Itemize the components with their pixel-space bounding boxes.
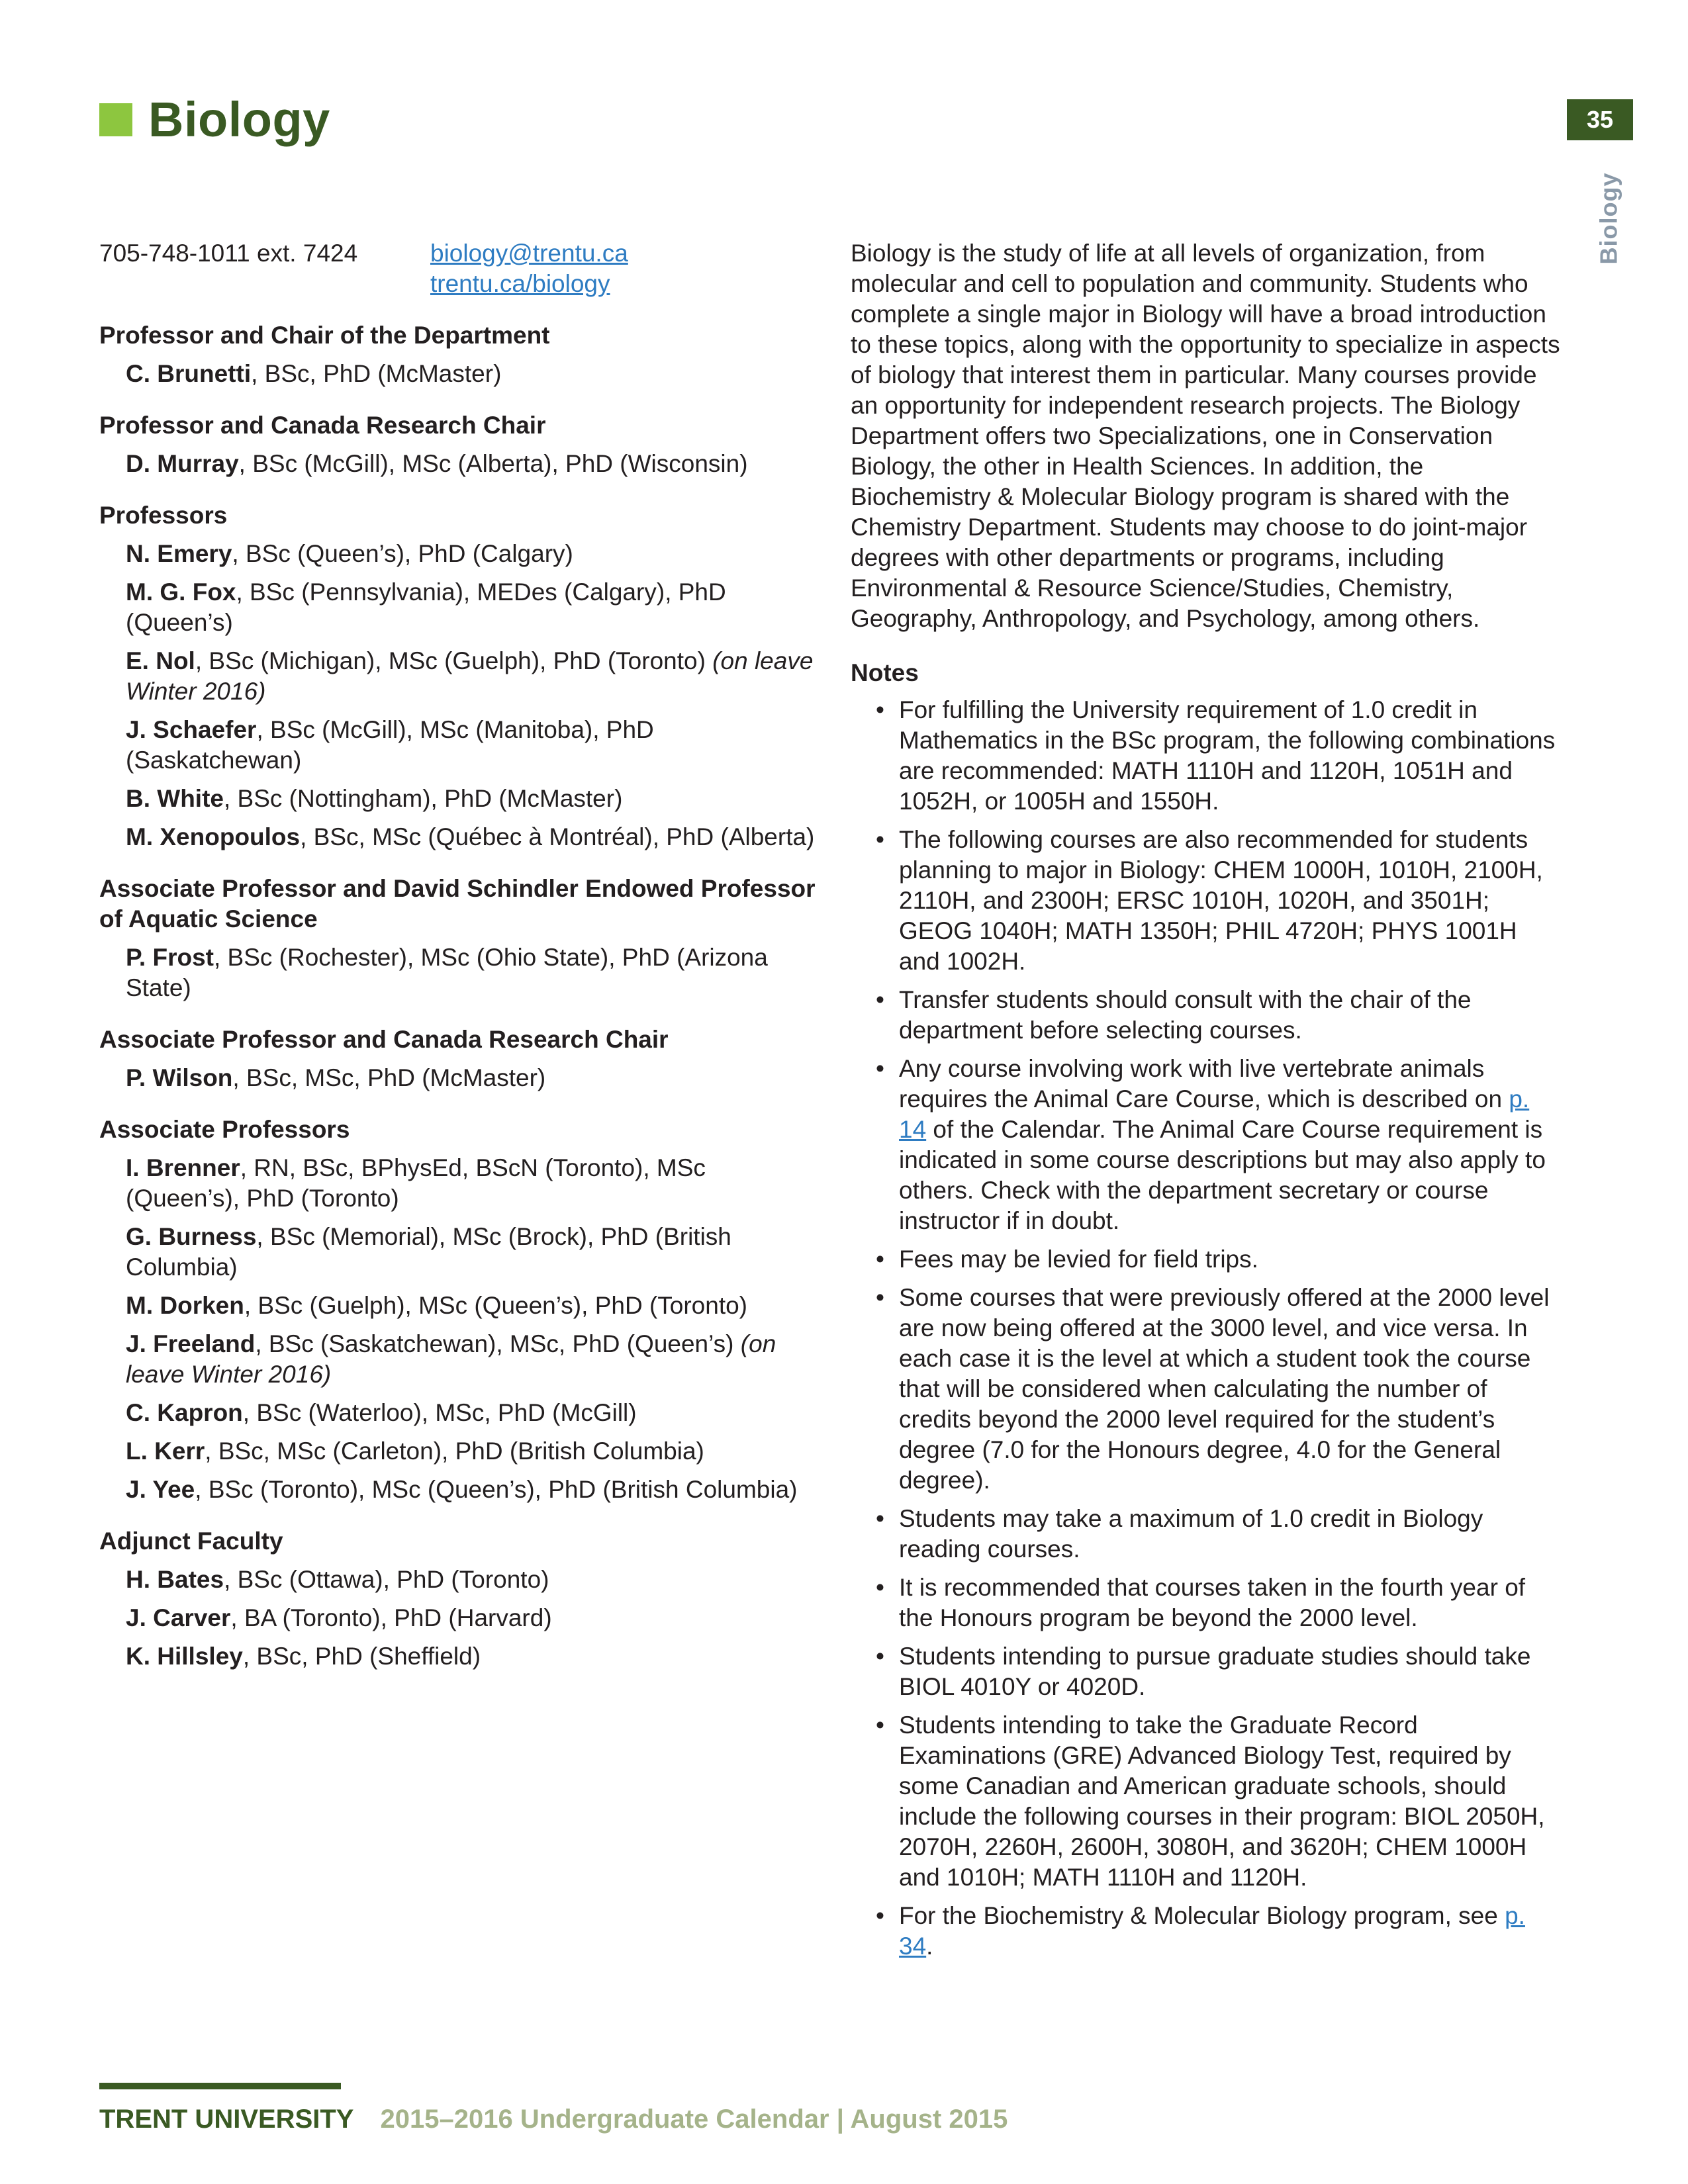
- faculty-credentials: , BSc (McGill), MSc (Manitoba), PhD (Saskatchewan): [126, 716, 654, 774]
- note-item: [851, 985, 1562, 1046]
- page-reference-link[interactable]: p. 34: [899, 1902, 1525, 1960]
- faculty-credentials: , BSc (Ottawa), PhD (Toronto): [224, 1566, 549, 1593]
- faculty-credentials: , BSc, PhD (Sheffield): [242, 1643, 481, 1670]
- faculty-credentials: , BSc (Queen’s), PhD (Calgary): [232, 540, 573, 567]
- title-square-marker: [99, 103, 132, 136]
- note-text: Students may take a maximum of 1.0 credit in Biology reading courses.: [899, 1505, 1483, 1563]
- faculty-name: H. Bates: [126, 1566, 224, 1593]
- faculty-entry: [99, 1641, 821, 1672]
- faculty-credentials: , RN, BSc, BPhysEd, BScN (Toronto), MSc (Queen’s), PhD (Toronto): [126, 1154, 706, 1212]
- faculty-entry: [99, 359, 821, 389]
- faculty-name: J. Freeland: [126, 1330, 256, 1357]
- footer-calendar: 2015–2016 Undergraduate Calendar | August 2015: [380, 2105, 1008, 2134]
- note-text: Any course involving work with live vertebrate animals requires the Animal Care Course, which is described on: [899, 1055, 1509, 1113]
- page-header: [99, 91, 330, 148]
- faculty-credentials: , BSc (Toronto), MSc (Queen’s), PhD (British Columbia): [195, 1476, 798, 1503]
- faculty-name: M. G. Fox: [126, 578, 236, 606]
- page-reference-link[interactable]: p. 14: [899, 1085, 1530, 1143]
- faculty-name: M. Dorken: [126, 1292, 244, 1319]
- section-heading: Professors: [99, 502, 228, 529]
- faculty-entry: [99, 646, 821, 707]
- faculty-leave-note: (on leave Winter 2016): [126, 1330, 776, 1388]
- section-heading: Professor and Chair of the Department: [99, 322, 550, 349]
- note-text: It is recommended that courses taken in the fourth year of the Honours program be beyond the 2000 level.: [899, 1574, 1526, 1631]
- note-item: [851, 1710, 1562, 1893]
- intro-paragraph: Biology is the study of life at all levels of organization, from molecular and cell to population and community. Students who complete a single major in Biology will have a broad introduction to these topics, along with the opportunity to specialize in aspects of biology that interest them in particular. Many courses provide an opportunity for independent research projects. The Biology Department offers two Specializations, one in Conservation Biology, the other in Health Sciences. In addition, the Biochemistry & Molecular Biology program is shared with the Chemistry Department. Students may choose to do joint-major degrees with other departments or programs, including Environmental & Resource Science/Studies, Chemistry, Geography, Anthropology, and Psychology, among others.: [851, 240, 1560, 632]
- faculty-entry: [99, 1603, 821, 1633]
- note-item: [851, 695, 1562, 817]
- faculty-credentials: , BSc (Michigan), MSc (Guelph), PhD (Toronto): [195, 647, 713, 674]
- note-item: [851, 825, 1562, 977]
- note-item: [851, 1504, 1562, 1565]
- faculty-credentials: , BSc (Pennsylvania), MEDes (Calgary), PhD (Queen’s): [126, 578, 726, 636]
- faculty-credentials: , BSc (Saskatchewan), MSc, PhD (Queen’s): [255, 1330, 741, 1357]
- faculty-name: P. Frost: [126, 944, 214, 971]
- note-text-continued: of the Calendar. The Animal Care Course requirement is indicated in some course descriptions but may also apply to others. Check with the department secretary or course instructor if in doubt.: [899, 1116, 1546, 1234]
- faculty-credentials: , BSc (Memorial), MSc (Brock), PhD (British Columbia): [126, 1223, 731, 1281]
- note-text: The following courses are also recommended for students planning to major in Biology: CHEM 1000H, 1010H, 2100H, 2110H, and 2300H; ERSC 1010H, 1020H, and 3501H; GEOG 1040H; MATH 1350H; PHIL 4720H; PHYS 1001H and 1002H.: [899, 826, 1543, 975]
- section-heading: Professor and Canada Research Chair: [99, 412, 546, 439]
- section-heading: Associate Professor and David Schindler Endowed Professor of Aquatic Science: [99, 875, 816, 933]
- note-text: Fees may be levied for field trips.: [899, 1246, 1258, 1273]
- faculty-entry: [99, 577, 821, 638]
- faculty-entry: [99, 822, 821, 852]
- website-link[interactable]: trentu.ca/biology: [430, 270, 610, 297]
- faculty-name: C. Kapron: [126, 1399, 243, 1426]
- section-heading: Adjunct Faculty: [99, 1527, 283, 1555]
- faculty-credentials: , BSc (Nottingham), PhD (McMaster): [223, 785, 623, 812]
- faculty-entry: [99, 942, 821, 1003]
- email-link[interactable]: biology@trentu.ca: [430, 240, 628, 267]
- faculty-name: P. Wilson: [126, 1064, 233, 1091]
- note-text: For the Biochemistry & Molecular Biology program, see: [899, 1902, 1505, 1929]
- notes-heading: Notes: [851, 659, 919, 686]
- faculty-credentials: , BSc (McGill), MSc (Alberta), PhD (Wisconsin): [238, 450, 748, 477]
- faculty-entry: [99, 784, 821, 814]
- faculty-credentials: , BSc, MSc, PhD (McMaster): [232, 1064, 546, 1091]
- faculty-entry: [99, 1222, 821, 1283]
- faculty-name: J. Yee: [126, 1476, 195, 1503]
- faculty-entry: [99, 1153, 821, 1214]
- section-heading: Associate Professor and Canada Research Chair: [99, 1026, 669, 1053]
- contact-phone: 705-748-1011 ext. 7424: [99, 240, 358, 267]
- note-text: Students intending to pursue graduate studies should take BIOL 4010Y or 4020D.: [899, 1643, 1531, 1700]
- note-item: [851, 1572, 1562, 1633]
- faculty-name: J. Schaefer: [126, 716, 257, 743]
- section-heading: Associate Professors: [99, 1116, 350, 1143]
- faculty-name: E. Nol: [126, 647, 195, 674]
- faculty-credentials: , BSc (Rochester), MSc (Ohio State), PhD (Arizona State): [126, 944, 768, 1001]
- faculty-leave-note: (on leave Winter 2016): [126, 647, 814, 705]
- note-item: [851, 1244, 1562, 1275]
- page-number-badge: 35: [1567, 99, 1633, 140]
- left-column: [99, 238, 821, 1672]
- note-item: [851, 1641, 1562, 1702]
- faculty-entry: [99, 539, 821, 569]
- footer: [99, 2105, 1008, 2134]
- note-item: [851, 1283, 1562, 1496]
- faculty-name: B. White: [126, 785, 224, 812]
- side-section-tab: [1589, 165, 1628, 271]
- faculty-entry: [99, 449, 821, 479]
- note-text-continued: .: [926, 1933, 933, 1960]
- contact-block: [99, 238, 821, 299]
- faculty-name: N. Emery: [126, 540, 232, 567]
- faculty-entry: [99, 1291, 821, 1321]
- faculty-credentials: , BSc (Guelph), MSc (Queen’s), PhD (Toronto): [244, 1292, 748, 1319]
- faculty-credentials: , BSc (Waterloo), MSc, PhD (McGill): [242, 1399, 637, 1426]
- note-text: Transfer students should consult with the chair of the department before selecting courses.: [899, 986, 1472, 1044]
- footer-university: TRENT UNIVERSITY: [99, 2105, 354, 2134]
- faculty-entry: [99, 1565, 821, 1595]
- faculty-entry: [99, 1398, 821, 1428]
- faculty-credentials: , BSc, MSc (Québec à Montréal), PhD (Alberta): [300, 823, 815, 850]
- faculty-name: L. Kerr: [126, 1437, 205, 1465]
- faculty-name: K. Hillsley: [126, 1643, 243, 1670]
- note-text: Students intending to take the Graduate Record Examinations (GRE) Advanced Biology Test, required by some Canadian and American graduate schools, should include the following courses in their program: BIOL 2050H, 2070H, 2260H, 2600H, 3080H, and 3620H; CHEM 1000H and 1010H; MATH 1110H and 1120H.: [899, 1711, 1545, 1891]
- faculty-name: C. Brunetti: [126, 360, 252, 387]
- note-text: Some courses that were previously offered at the 2000 level are now being offered at the 3000 level, and vice versa. In each case it is the level at which a student took the course that will be considered when calculating the number of credits beyond the 2000 level required for the student’s degree (7.0 for the Honours degree, 4.0 for the General degree).: [899, 1284, 1550, 1494]
- contact-links: [430, 238, 628, 299]
- faculty-credentials: , BSc, PhD (McMaster): [251, 360, 502, 387]
- faculty-entry: [99, 1436, 821, 1467]
- footer-rule: [99, 2083, 341, 2089]
- faculty-entry: [99, 1063, 821, 1093]
- right-column: [851, 238, 1562, 1970]
- faculty-name: G. Burness: [126, 1223, 257, 1250]
- faculty-name: D. Murray: [126, 450, 239, 477]
- note-text: For fulfilling the University requirement of 1.0 credit in Mathematics in the BSc program, the following combinations are recommended: MATH 1110H and 1120H, 1051H and 1052H, or 1005H and 1550H.: [899, 696, 1556, 815]
- notes-list: [851, 695, 1562, 1962]
- faculty-entry: [99, 1329, 821, 1390]
- faculty-list: [99, 320, 821, 1672]
- note-item: [851, 1054, 1562, 1236]
- faculty-name: M. Xenopoulos: [126, 823, 301, 850]
- faculty-entry: [99, 1475, 821, 1505]
- faculty-name: I. Brenner: [126, 1154, 240, 1181]
- side-tab-label: Biology: [1595, 172, 1622, 265]
- faculty-entry: [99, 715, 821, 776]
- note-item: [851, 1901, 1562, 1962]
- faculty-name: J. Carver: [126, 1604, 231, 1631]
- page-title: Biology: [148, 92, 330, 147]
- faculty-credentials: , BA (Toronto), PhD (Harvard): [230, 1604, 552, 1631]
- faculty-credentials: , BSc, MSc (Carleton), PhD (British Columbia): [205, 1437, 704, 1465]
